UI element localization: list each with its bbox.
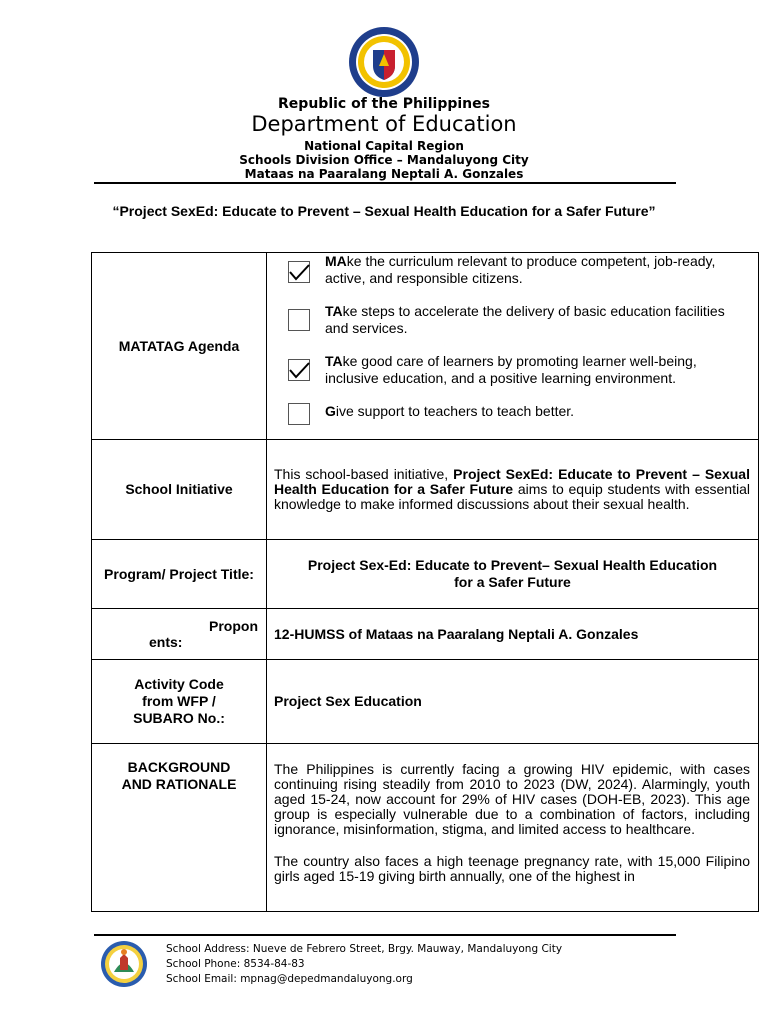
agenda-checkbox-take-steps[interactable] — [288, 309, 310, 331]
header-region: National Capital Region — [304, 139, 464, 153]
matatag-cell — [267, 253, 759, 440]
program-title-row — [92, 540, 759, 609]
agenda-checkbox-take-care[interactable] — [288, 359, 310, 381]
document-title: “Project SexEd: Educate to Prevent – Sexual Health Education for a Safer Future” — [112, 203, 656, 219]
proponents-row — [92, 609, 759, 660]
project-info-table — [91, 252, 759, 912]
background-text — [267, 744, 759, 912]
footer-address: School Address: Nueve de Febrero Street, Brgy. Mauway, Mandaluyong City — [166, 943, 563, 955]
background-paragraph-2: The country also faces a high teenage pregnancy rate, with 15,000 Filipino girls aged 15-19 giving birth annually, one of the highest in — [274, 854, 750, 884]
footer-divider — [94, 934, 676, 936]
header-division: Schools Division Office – Mandaluyong City — [239, 153, 529, 167]
header-republic: Republic of the Philippines — [278, 96, 490, 112]
matatag-row — [92, 253, 759, 440]
activity-code-value: Project Sex Education — [267, 660, 759, 744]
agenda-text-take-steps: TAke steps to accelerate the delivery of basic education facilities and services. — [325, 303, 725, 336]
activity-code-label: Activity Code from WFP / SUBARO No.: — [92, 660, 267, 744]
checkmark-icon — [286, 259, 312, 285]
agenda-item-take-care — [267, 353, 758, 403]
agenda-checkbox-make[interactable] — [288, 261, 310, 283]
program-title-label: Program/ Project Title: — [92, 540, 267, 609]
checkmark-icon — [286, 357, 312, 383]
agenda-checkbox-give-support[interactable] — [288, 403, 310, 425]
deped-seal-logo — [346, 26, 422, 98]
proponents-value: 12-HUMSS of Mataas na Paaralang Neptali A. Gonzales — [267, 609, 759, 660]
agenda-item-give-support — [267, 401, 758, 451]
footer-email: School Email: mpnag@depedmandaluyong.org — [166, 973, 413, 985]
school-initiative-row — [92, 440, 759, 540]
footer-phone: School Phone: 8534-84-83 — [166, 958, 305, 970]
program-title-value: Project Sex-Ed: Educate to Prevent– Sexual Health Education for a Safer Future — [267, 540, 759, 609]
header-department: Department of Education — [251, 112, 517, 136]
agenda-item-make — [267, 253, 758, 303]
matatag-label: MATATAG Agenda — [92, 253, 267, 440]
agenda-text-take-care: TAke good care of learners by promoting learner well-being, inclusive education, and a positive learning environment. — [325, 353, 697, 386]
header-school: Mataas na Paaralang Neptali A. Gonzales — [244, 167, 524, 181]
proponents-label: Propon ents: — [92, 609, 267, 660]
background-paragraph-1: The Philippines is currently facing a growing HIV epidemic, with cases continuing rising steadily from 2010 to 2023 (DW, 2024). Alarmingly, youth aged 15-24, now account for 29% of HIV cases (DOH-EB, 2023). This age group is especially vulnerable due to a combination of factors, including ignorance, misinformation, stigma, and limited access to healthcare. — [274, 761, 750, 837]
school-logo — [100, 940, 148, 988]
matatag-agenda-list — [267, 253, 758, 439]
background-label: BACKGROUND AND RATIONALE — [92, 744, 267, 912]
school-initiative-text: This school-based initiative, Project SexEd: Educate to Prevent – Sexual Health Education for a Safer Future aims to equip students with essential knowledge to make informed discussions about their sexual health. — [267, 440, 759, 540]
activity-code-row — [92, 660, 759, 744]
agenda-text-give-support: Give support to teachers to teach better. — [325, 403, 575, 419]
school-initiative-label: School Initiative — [92, 440, 267, 540]
background-row — [92, 744, 759, 912]
agenda-text-make: MAke the curriculum relevant to produce competent, job-ready, active, and responsible citizens. — [325, 253, 716, 286]
header-divider — [94, 182, 676, 184]
agenda-item-take-steps — [267, 303, 758, 353]
